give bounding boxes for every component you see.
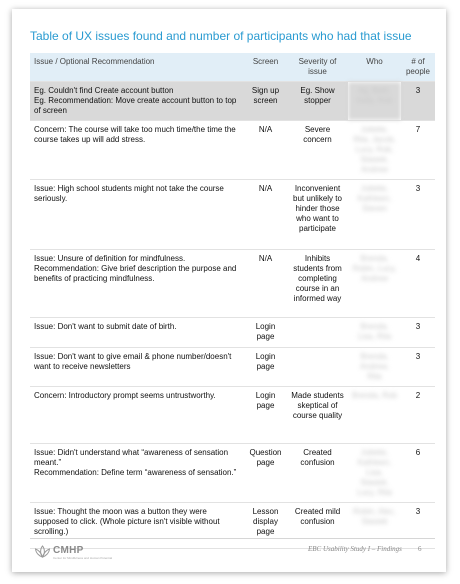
issue-cell: Issue: High school students might not take the course seriously. [30,180,244,250]
who-cell: Brenda, Lisa, Rita [348,318,401,348]
page-title: Table of UX issues found and number of participants who had that issue [30,29,412,43]
who-cell: Ag, Beth, Kelly, Rob [348,82,401,121]
table-row [30,387,435,444]
issue-cell: Eg. Couldn't find Create account button Eg. Recommendation: Move create account button to top of screen [30,82,244,121]
ux-issues-table [30,53,435,549]
issue-cell: Issue: Didn't understand what “awareness of sensation meant.” Recommendation: Define term “awareness of sensation.” [30,444,244,503]
screen-cell: Login page [244,387,287,444]
issue-cell: Issue: Don't want to submit date of birth. [30,318,244,348]
table-header-row [30,53,435,82]
cmhp-logo [34,543,113,563]
severity-cell: Made students skeptical of course quality [287,387,348,444]
column-header-people: # of people [401,53,435,82]
screen-cell: Login page [244,348,287,387]
screen-cell: N/A [244,121,287,180]
people-cell: 3 [401,318,435,348]
lotus-icon [34,544,51,560]
logo-subtitle: Center for Mindfulness and Human Potential [53,556,113,560]
people-cell: 3 [401,503,435,549]
table-row [30,318,435,348]
severity-cell [287,318,348,348]
severity-cell: Inhibits students from completing course in an informed way [287,250,348,318]
severity-cell: Eg. Show stopper [287,82,348,121]
issue-cell: Issue: Unsure of definition for mindfulness. Recommendation: Give brief description the purpose and benefits of practicing mindfulness. [30,250,244,318]
table-row [30,82,435,121]
column-header-severity: Severity of issue [287,53,348,82]
people-cell: 4 [401,250,435,318]
issue-cell: Concern: Introductory prompt seems untrustworthy. [30,387,244,444]
page-number: 6 [418,545,422,553]
logo-text: CMHP [53,545,84,556]
table-row [30,444,435,503]
people-cell: 6 [401,444,435,503]
people-cell: 3 [401,348,435,387]
issue-cell: Issue: Thought the moon was a button they were supposed to click. (Whole picture isn't visible without scrolling.) [30,503,244,549]
footer-divider [30,538,435,539]
people-cell: 3 [401,180,435,250]
issue-cell: Issue: Don't want to give email & phone number/doesn't want to receive newsletters [30,348,244,387]
column-header-screen: Screen [244,53,287,82]
table-row [30,503,435,549]
table-row [30,121,435,180]
people-cell: 2 [401,387,435,444]
severity-cell [287,348,348,387]
table-row [30,348,435,387]
severity-cell: Created confusion [287,444,348,503]
severity-cell: Severe concern [287,121,348,180]
people-cell: 7 [401,121,435,180]
column-header-issue: Issue / Optional Recommendation [30,53,244,82]
document-page [12,9,446,572]
screen-cell: Question page [244,444,287,503]
who-cell: Juliette, Rita, Jacob, Lucy, Rob, Stasiek, Andrew [348,121,401,180]
who-cell: Brenda, Andrew, Rita [348,348,401,387]
table-row [30,180,435,250]
who-cell: Brenda, Rob [348,387,401,444]
people-cell: 3 [401,82,435,121]
table-row [30,250,435,318]
footer-document-title: EBC Usability Study I – Findings [308,545,402,553]
screen-cell: N/A [244,180,287,250]
who-cell: Robin, Alec, Stasiek [348,503,401,549]
who-cell: Brenda, Robin, Lucy, Andrew [348,250,401,318]
issue-cell: Concern: The course will take too much time/the time the course takes up will add stress. [30,121,244,180]
screen-cell: Login page [244,318,287,348]
who-cell: Juliette, Kathleen, Steven [348,180,401,250]
severity-cell: Created mild confusion [287,503,348,549]
screen-cell: Lesson display page [244,503,287,549]
column-header-who: Who [348,53,401,82]
who-cell: Juliette, Kathleen, Lisa, Stasiek, Lucy, Rita [348,444,401,503]
severity-cell: Inconvenient but unlikely to hinder those who want to participate [287,180,348,250]
screen-cell: N/A [244,250,287,318]
screen-cell: Sign up screen [244,82,287,121]
